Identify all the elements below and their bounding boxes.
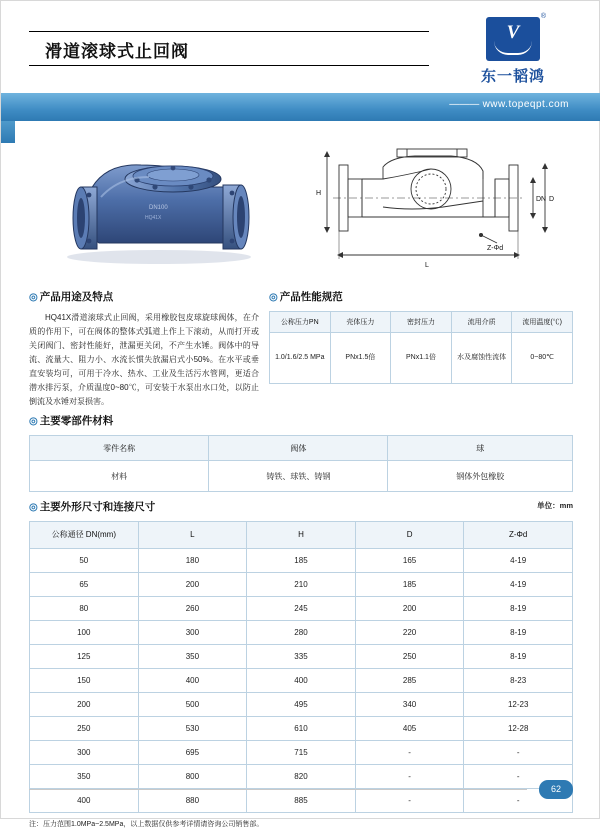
dim-cell-7-2: 610 [247,717,356,741]
materials-table [29,435,573,492]
perf-cell-0: 1.0/1.6/2.5 MPa [270,333,331,384]
svg-text:H: H [316,190,322,197]
dim-cell-3-3: 220 [355,621,464,645]
dim-cell-0-1: 180 [138,549,247,573]
dim-cell-6-2: 495 [247,693,356,717]
dim-cell-2-4: 8-19 [464,597,573,621]
dim-col-1: L [138,522,247,549]
dim-cell-4-3: 250 [355,645,464,669]
mat-cell-0-2: 钢体外包橡胶 [388,461,573,492]
perf-col-2: 密封压力 [391,312,452,333]
table-row [30,693,573,717]
dimensions-heading-text: 主要外形尺寸和连接尺寸 [39,501,156,513]
performance-heading [269,289,573,304]
dimensions-note: 注：压力范围1.0MPa~2.5MPa，以上数据仅供参考详情请咨询公司销售部。 [29,821,264,828]
table-row [30,789,573,813]
table-header-row [30,436,573,461]
performance-heading-text: 产品性能规范 [279,291,343,303]
table-row [30,461,573,492]
dim-cell-8-3: - [355,741,464,765]
dimensions-heading [29,499,573,514]
dimensions-table [29,521,573,813]
dim-cell-4-2: 335 [247,645,356,669]
dim-cell-9-2: 820 [247,765,356,789]
usage-body: HQ41X滑道滚球式止回阀，采用橡胶包皮球旋球阀体，在介质的作用下，可在阀体的整体式弧道上作上下滚动，从而打开或关闭阀门、密封性能好，泄漏更关闭，不产生水锤。阀体中的导流、流量大、阻力小、水流长惯失放漏启式小50%。在水平或垂直安装均可，可用于冷水、热水、工业及生活污水管网，更适合潜水排污泵，介质温度0~80℃，可安装于水泵出水口处，以防止倒流及水锤对泵损害。 [29,313,259,406]
dim-cell-5-0: 150 [30,669,139,693]
dim-cell-2-1: 260 [138,597,247,621]
table-row [30,573,573,597]
dim-cell-3-4: 8-19 [464,621,573,645]
dim-cell-0-2: 185 [247,549,356,573]
performance-heading-bullet: ◎ [269,292,278,303]
dim-cell-2-0: 80 [30,597,139,621]
usage-heading-text: 产品用途及特点 [39,291,114,303]
dim-cell-4-0: 125 [30,645,139,669]
dim-cell-9-3: - [355,765,464,789]
figures-area [1,127,600,277]
perf-cell-4: 0~80℃ [512,333,573,384]
svg-text:DN: DN [536,196,547,203]
performance-table [269,311,573,384]
usage-heading-bullet: ◎ [29,292,38,303]
dimensions-section [29,499,573,829]
dim-cell-2-2: 245 [247,597,356,621]
materials-heading-text: 主要零部件材料 [39,415,114,427]
title-rule-top [29,31,429,32]
company-name: 东一韬鸿 [480,68,545,85]
table-header-row [30,522,573,549]
svg-text:D: D [549,196,555,203]
logo-swoosh-icon [494,41,532,55]
product-photo [41,135,271,270]
dim-cell-0-3: 165 [355,549,464,573]
dim-cell-7-4: 12-28 [464,717,573,741]
perf-col-0: 公称压力PN [270,312,331,333]
dim-cell-1-4: 4-19 [464,573,573,597]
svg-text:L: L [425,262,429,269]
table-row [30,717,573,741]
dim-cell-9-0: 350 [30,765,139,789]
title-rule-bottom [29,65,429,66]
table-row [30,621,573,645]
page-header [1,1,599,93]
usage-section [29,289,259,409]
dim-cell-8-4: - [464,741,573,765]
svg-text:DN100: DN100 [149,205,168,211]
svg-text:HQ41X: HQ41X [145,215,162,221]
performance-section [269,289,573,384]
footer-rule [29,789,527,790]
materials-section [29,413,573,492]
table-row [30,597,573,621]
dim-cell-6-4: 12-23 [464,693,573,717]
dim-cell-6-1: 500 [138,693,247,717]
dim-cell-1-0: 65 [30,573,139,597]
table-row [270,333,573,384]
dim-cell-5-4: 8-23 [464,669,573,693]
dim-cell-10-0: 400 [30,789,139,813]
dim-col-2: H [247,522,356,549]
page-title: 滑道滚球式止回阀 [45,42,189,61]
mat-col-1: 阀体 [209,436,388,461]
perf-col-1: 壳体压力 [330,312,391,333]
dim-cell-10-4: - [464,789,573,813]
dim-cell-8-1: 695 [138,741,247,765]
company-logo [453,13,573,86]
materials-heading [29,413,573,428]
dim-cell-9-1: 800 [138,765,247,789]
dim-cell-7-1: 530 [138,717,247,741]
svg-text:Z-Φd: Z-Φd [487,245,504,252]
dim-cell-5-2: 400 [247,669,356,693]
website-dashes: ——— [449,99,480,110]
perf-col-4: 流用温度(℃) [512,312,573,333]
dim-cell-0-4: 4-19 [464,549,573,573]
dim-cell-7-3: 405 [355,717,464,741]
mat-cell-0-0: 材料 [30,461,209,492]
dim-cell-3-0: 100 [30,621,139,645]
dim-cell-0-0: 50 [30,549,139,573]
table-row [30,669,573,693]
dim-cell-10-3: - [355,789,464,813]
table-row [30,645,573,669]
dimensions-heading-bullet: ◎ [29,502,38,513]
dim-cell-1-3: 185 [355,573,464,597]
dim-cell-10-2: 885 [247,789,356,813]
mat-col-2: 球 [388,436,573,461]
website-text: www.topeqpt.com [482,99,569,110]
dim-cell-2-3: 200 [355,597,464,621]
dim-cell-6-0: 200 [30,693,139,717]
table-header-row [270,312,573,333]
perf-col-3: 流用介质 [451,312,512,333]
dim-cell-9-4: - [464,765,573,789]
mat-cell-0-1: 铸铁、球铁、铸钢 [209,461,388,492]
dim-cell-1-2: 210 [247,573,356,597]
dim-cell-10-1: 880 [138,789,247,813]
dim-cell-4-4: 8-19 [464,645,573,669]
logo-letter: V [506,22,520,43]
perf-cell-1: PNx1.5倍 [330,333,391,384]
dim-cell-7-0: 250 [30,717,139,741]
dim-cell-4-1: 350 [138,645,247,669]
perf-cell-2: PNx1.1倍 [391,333,452,384]
dim-cell-8-0: 300 [30,741,139,765]
registered-mark: ® [540,13,546,20]
dim-cell-1-1: 200 [138,573,247,597]
dim-cell-8-2: 715 [247,741,356,765]
table-row [30,549,573,573]
technical-drawing [311,131,561,276]
usage-heading [29,289,259,304]
dim-cell-6-3: 340 [355,693,464,717]
dimensions-unit: 单位：mm [537,501,573,510]
dim-col-4: Z-Φd [464,522,573,549]
materials-heading-bullet: ◎ [29,416,38,427]
perf-cell-3: 水及腐蚀性流体 [451,333,512,384]
mat-col-0: 零件名称 [30,436,209,461]
dim-cell-5-1: 400 [138,669,247,693]
page-number-badge: 62 [539,780,573,799]
table-row [30,765,573,789]
dim-cell-5-3: 285 [355,669,464,693]
dim-col-0: 公称通径 DN(mm) [30,522,139,549]
dim-cell-3-1: 300 [138,621,247,645]
table-row [30,741,573,765]
dim-cell-3-2: 280 [247,621,356,645]
website-url [449,99,569,110]
logo-mark-icon [486,13,546,61]
dim-col-3: D [355,522,464,549]
